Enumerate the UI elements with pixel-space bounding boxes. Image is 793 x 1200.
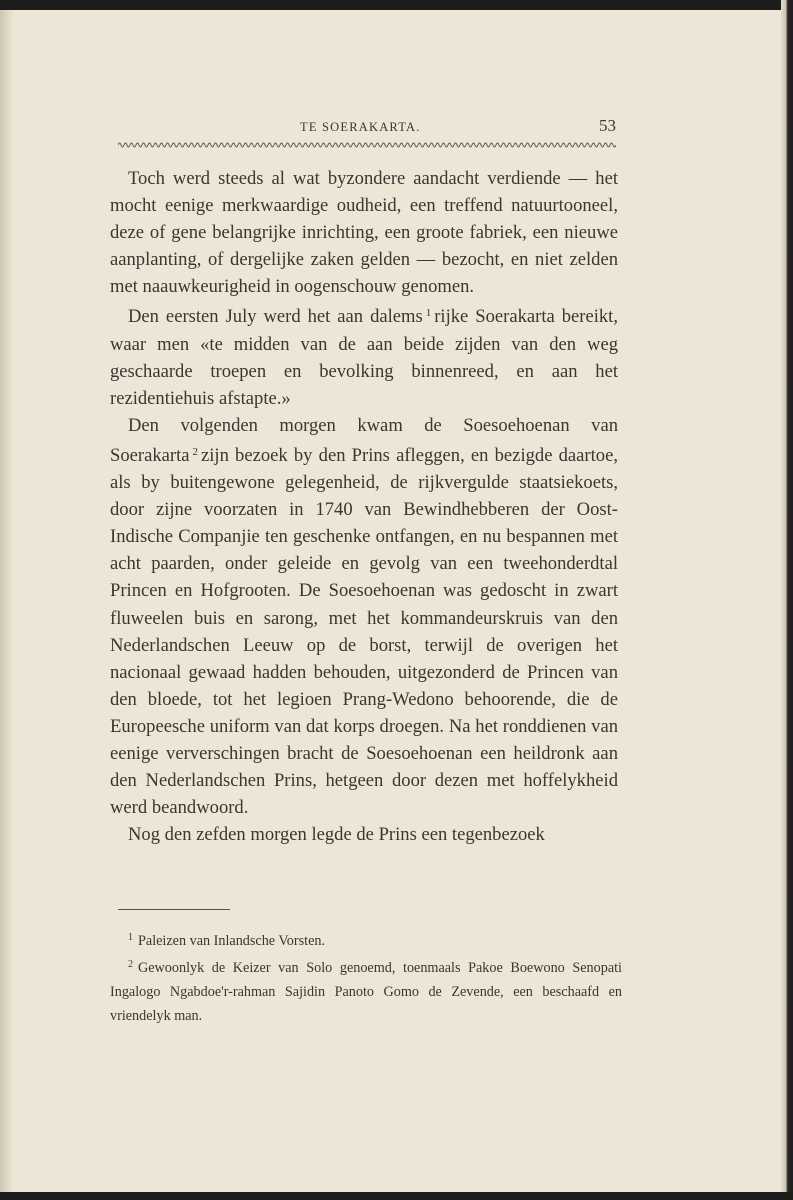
scan-right-border xyxy=(781,0,793,1200)
wavy-header-rule xyxy=(118,136,616,150)
footnote-2: $^2$ Gewoonlyk de Keizer van Solo genoemd, toenmaals Pakoe Boewono Senopati Ingalogo Ngabdoe'r-rahman Sajidin Panoto Gomo de Zevende, een beschaafd en vriendelyk man. xyxy=(110,959,622,1024)
page-gutter-shadow xyxy=(0,10,14,1192)
footnote-ref-2[interactable]: 2 xyxy=(192,445,198,458)
scan-bottom-border xyxy=(0,1192,793,1200)
paragraph-4: Nog den zefden morgen legde de Prins een tegenbezoek xyxy=(128,824,545,846)
paragraph-3: Den volgenden morgen kwam de Soesoehoenan van Soerakarta $^2$ zijn bezoek by den Prins afleggen, en bezigde daartoe, als by buitengewone gelegenheid, de rijkvergulde staatsiekoets, door zijne voorzaten in 1740 van Bewindhebberen der Oost-Indische Companjie ten geschenke ontfangen, en nu bespannen met acht paarden, onder geleide en gevolg van een tweehonderdtal Princen en Hofgrooten. De Soesoehoenan was gedoscht in zwart fluweelen buis en sarong, met het kommandeurskruis van den Nederlandschen Leeuw op de borst, terwijl de overigen het nacionaal gewaad hadden behouden, uitgezonderd de Princen van den bloede, tot het legioen Prang-Wedono behoorende, die de Europeesche uniform van dat korps droegen. Na het ronddienen van eenige ververschingen bracht de Soesoehoenan een heildronk aan den Nederlandschen Prins, hetgeen door dezen met hoffelykheid werd beandwoord. xyxy=(110,414,618,819)
footnote-ref-1[interactable]: 1 xyxy=(425,307,432,320)
paragraph-1: Toch werd steeds al wat byzondere aandacht verdiende — het mocht eenige merkwaardige oudheid, een treffend natuurtooneel, deze of gene belangrijke inrichting, een groote fabriek, een nieuwe aanplanting, of dergelijke zaken gelden — bezocht, en niet zelden met naauwkeurigheid in oogenschouw genomen. xyxy=(110,168,618,298)
body-text xyxy=(110,165,618,848)
footnotes xyxy=(110,926,622,1028)
page-number: 53 xyxy=(599,116,616,135)
footnote-divider xyxy=(118,909,230,910)
scan-top-border xyxy=(0,0,793,10)
footnote-1: $^1$ Paleizen van Inlandsche Vorsten. xyxy=(128,932,326,949)
running-title: TE SOERAKARTA. xyxy=(300,120,421,134)
paragraph-2: Den eersten July werd het aan dalems $^1$ rijke Soerakarta bereikt, waar men «te midden van de aan beide zijden van den weg geschaarde troepen en bevolking binnenreed, en aan het rezidentiehuis afstapte.» xyxy=(110,306,618,409)
